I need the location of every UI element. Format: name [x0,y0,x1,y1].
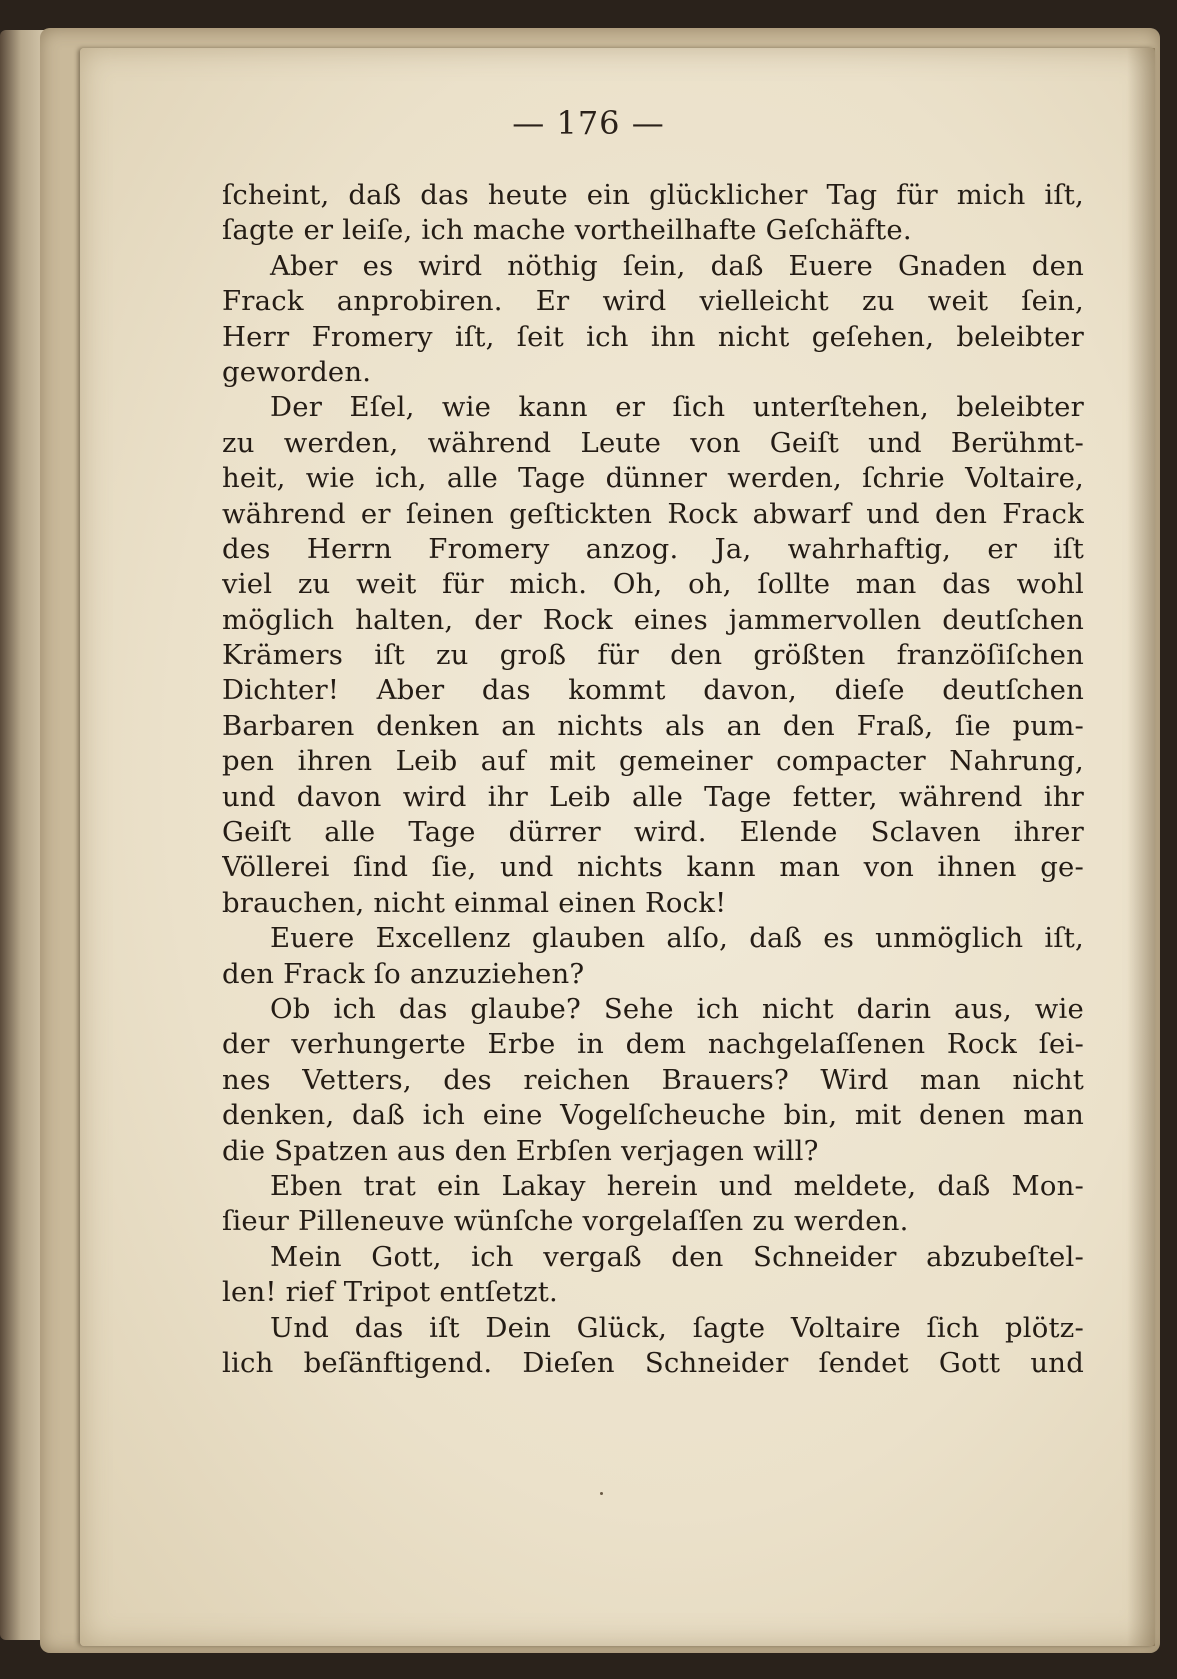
text-line: ſieur Pilleneuve wünſche vorgelaſſen zu werden. [222,1205,909,1238]
text-line: Frack anprobiren. Er wird vielleicht zu weit ſein, [222,285,1084,318]
page-number: — 176 — [512,104,665,142]
text-line: pen ihren Leib auf mit gemeiner compacter Nahrung, [222,745,1084,778]
body-text [222,178,1084,1381]
text-line: während er ſeinen geſtickten Rock abwarf und den Frack [222,497,1084,530]
text-line: Aber es wird nöthig ſein, daß Euere Gnaden den [270,249,1084,282]
text-line: Mein Gott, ich vergaß den Schneider abzubeſtel- [270,1240,1084,1273]
text-line: nes Vetters, des reichen Brauers? Wird man nicht [222,1063,1084,1096]
text-line: Geiſt alle Tage dürrer wird. Elende Sclaven ihrer [222,816,1084,849]
text-line: denken, daß ich eine Vogelſcheuche bin, mit denen man [222,1099,1084,1132]
text-line: viel zu weit für mich. Oh, oh, ſollte man das wohl [222,568,1084,601]
text-line: Und das iſt Dein Glück, ſagte Voltaire ſich plötz- [270,1311,1084,1344]
text-line: geworden. [222,355,372,388]
text-line: Ob ich das glaube? Sehe ich nicht darin aus, wie [270,992,1084,1025]
text-line: ſagte er leiſe, ich mache vortheilhafte Geſchäfte. [222,214,912,247]
text-line: der verhungerte Erbe in dem nachgelaſſenen Rock ſei- [222,1028,1084,1061]
text-line: heit, wie ich, alle Tage dünner werden, ſchrie Voltaire, [222,462,1084,495]
text-line: ſcheint, daß das heute ein glücklicher Tag für mich iſt, [222,179,1084,211]
text-line: Krämers iſt zu groß für den größten franzöſiſchen [222,639,1084,672]
text-line: Herr Fromery iſt, ſeit ich ihn nicht geſehen, beleibter [222,320,1084,353]
page-gutter-shadow [1127,48,1155,1646]
text-line: den Frack ſo anzuziehen? [222,957,585,990]
text-line: des Herrn Fromery anzog. Ja, wahrhaftig, er iſt [222,532,1084,565]
text-line: brauchen, nicht einmal einen Rock! [222,886,727,919]
ink-speck [600,1492,603,1495]
text-line: Barbaren denken an nichts als an den Fraß, ſie pum- [222,709,1084,742]
text-line: len! rief Tripot entſetzt. [222,1276,558,1309]
text-line: zu werden, während Leute von Geiſt und Berühmt- [222,426,1084,459]
text-line: Euere Excellenz glauben alſo, daß es unmöglich iſt, [270,922,1084,955]
text-line: und davon wird ihr Leib alle Tage fetter, während ihr [222,780,1084,813]
text-line: Eben trat ein Lakay herein und meldete, daß Mon- [270,1169,1084,1202]
text-line: die Spatzen aus den Erbſen verjagen will? [222,1134,819,1167]
text-line: Der Eſel, wie kann er ſich unterſtehen, beleibter [270,391,1084,424]
text-line: lich beſänftigend. Dieſen Schneider ſendet Gott und [222,1346,1084,1379]
text-line: Dichter! Aber das kommt davon, dieſe deutſchen [222,674,1084,707]
text-line: Völlerei ſind ſie, und nichts kann man von ihnen ge- [222,851,1084,884]
text-line: möglich halten, der Rock eines jammervollen deutſchen [222,603,1084,636]
